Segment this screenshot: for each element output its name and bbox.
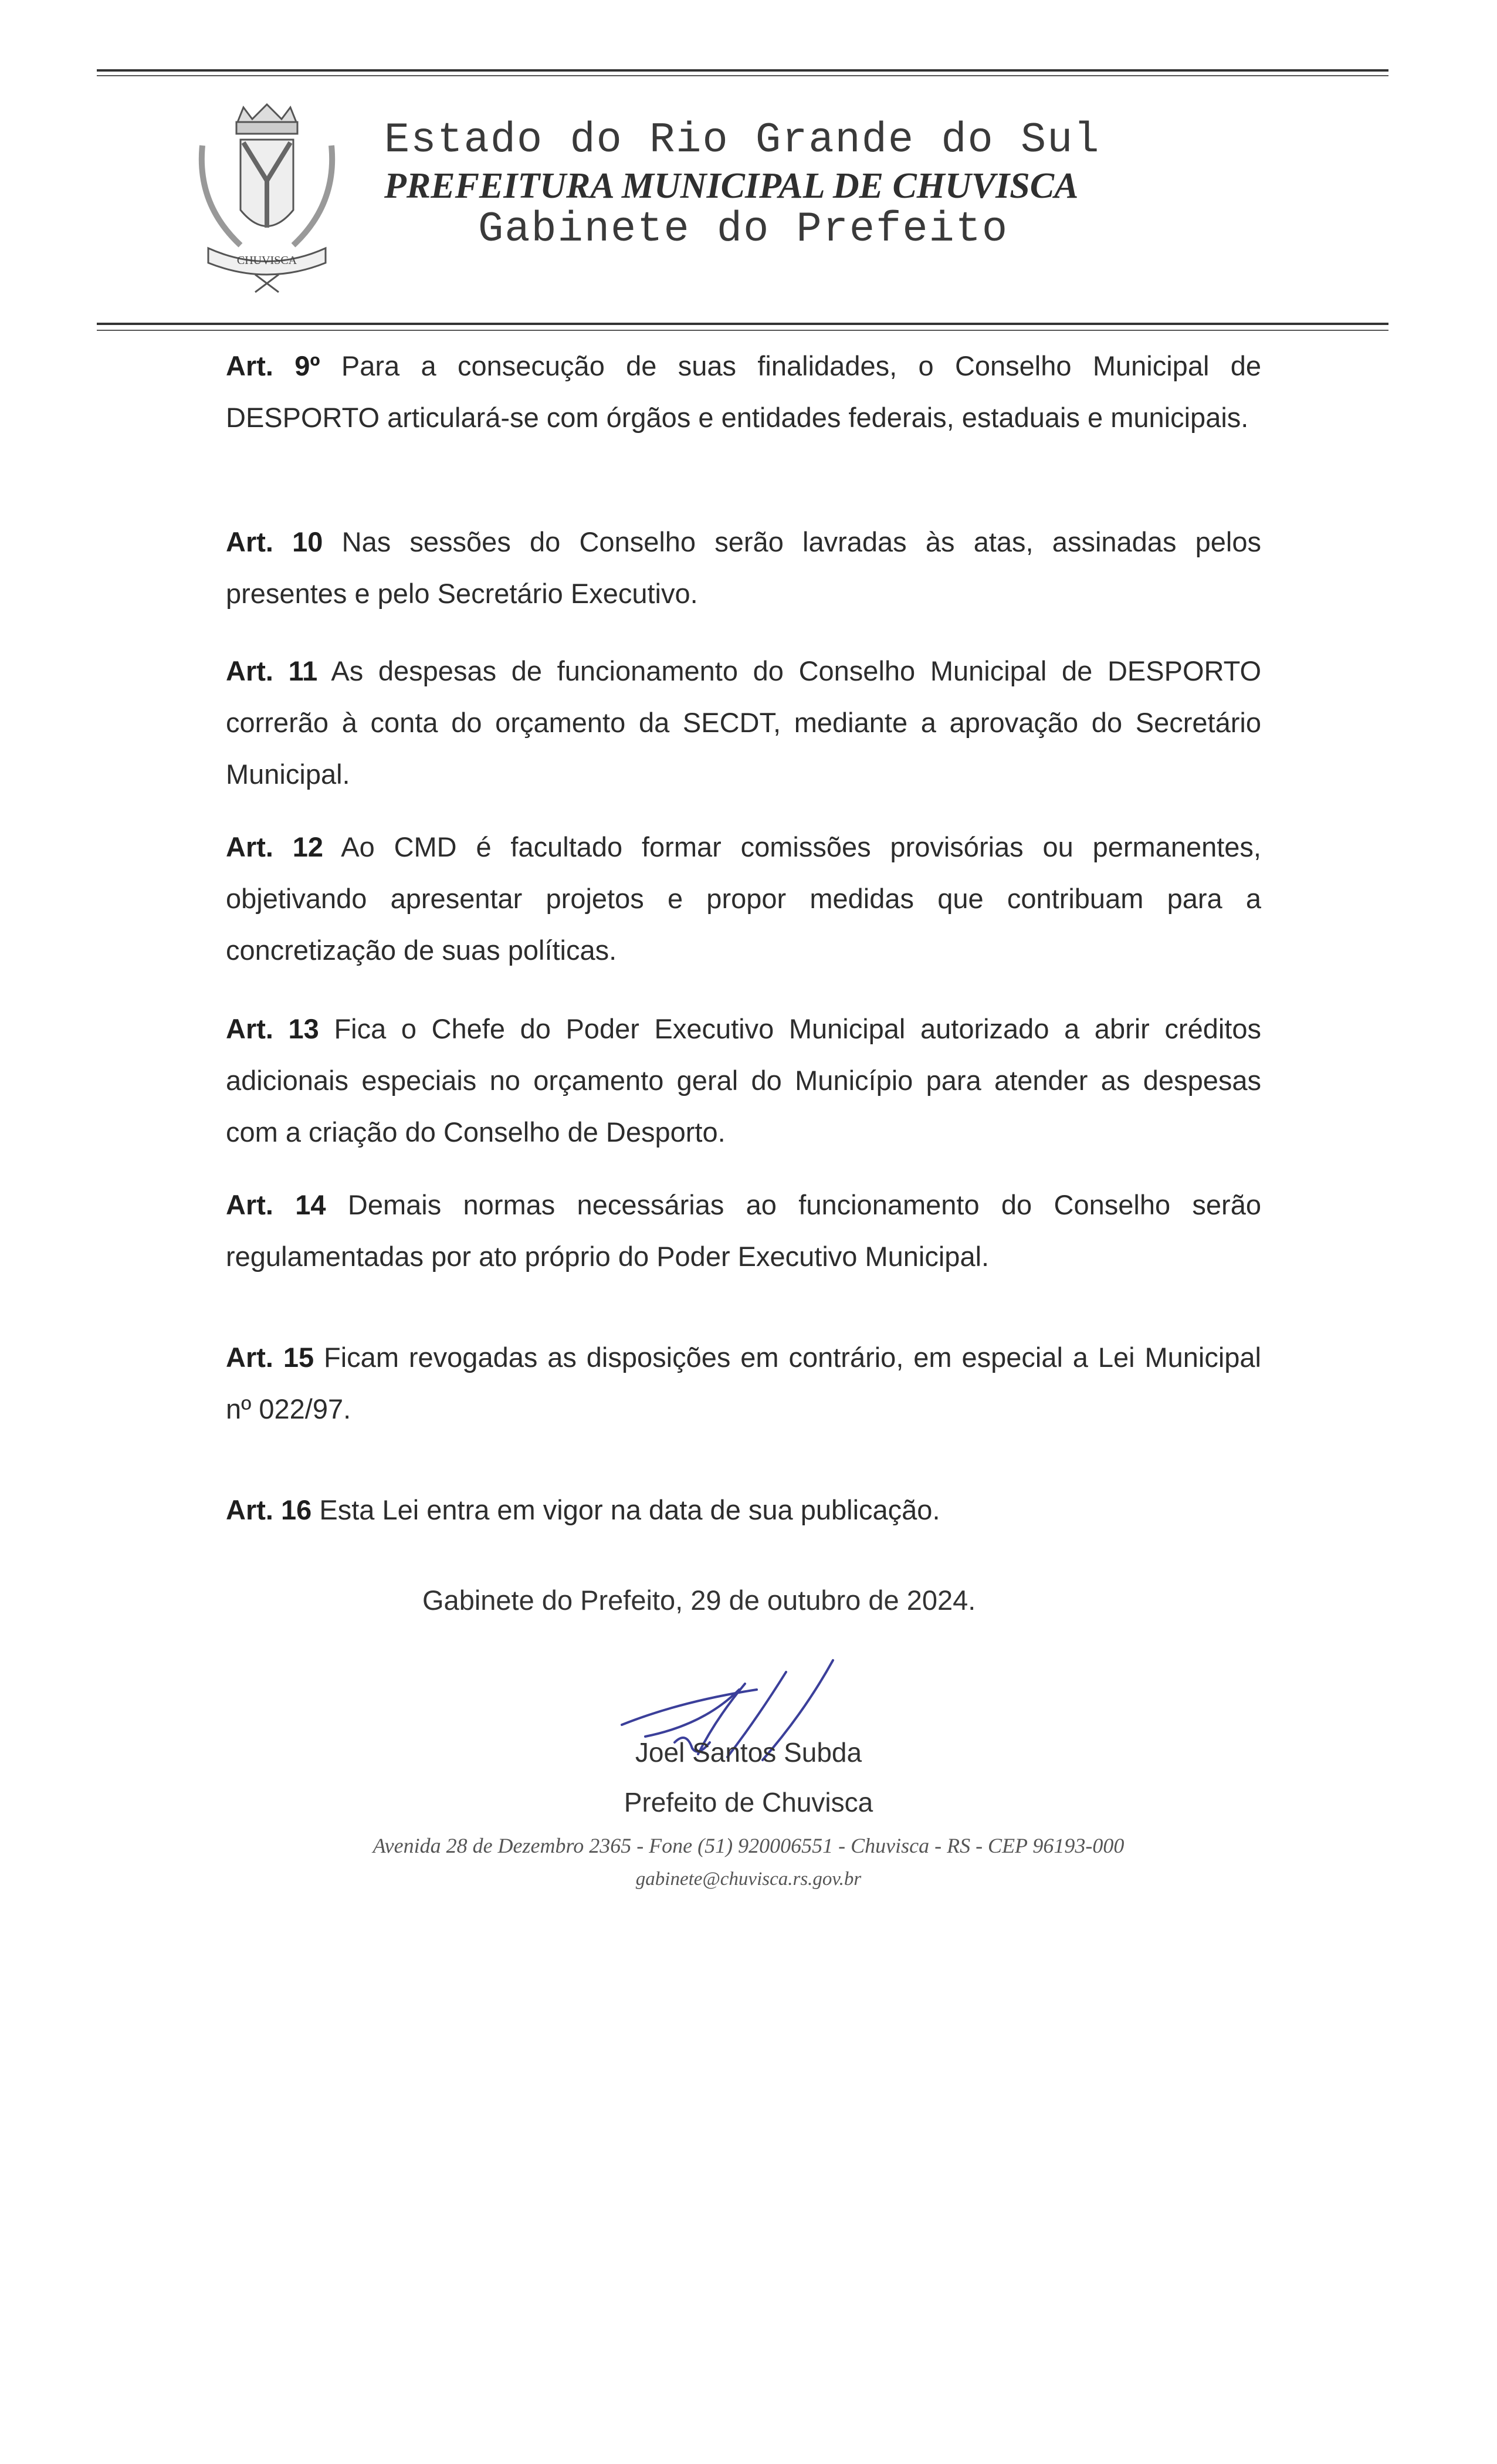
crest-label: CHUVISCA xyxy=(236,254,297,267)
article-12 xyxy=(226,821,1261,976)
article-number: Art. 11 xyxy=(226,655,318,686)
prefeitura-name: PREFEITURA MUNICIPAL DE CHUVISCA xyxy=(384,166,1079,206)
header-bottom-rule-thin xyxy=(97,330,1388,331)
signer-title: Prefeito de Chuvisca xyxy=(624,1787,873,1817)
municipal-crest-icon xyxy=(185,99,349,298)
article-text: Nas sessões do Conselho serão lavradas às atas, assinadas pelos presentes e pelo Secretário Executivo. xyxy=(226,526,1261,609)
article-10 xyxy=(226,516,1261,620)
header-top-rule-thin xyxy=(97,75,1388,76)
article-11 xyxy=(226,645,1261,800)
article-number: Art. 15 xyxy=(226,1342,314,1373)
article-14 xyxy=(226,1179,1261,1282)
article-text: As despesas de funcionamento do Conselho Municipal de DESPORTO correrão à conta do orçamento da SECDT, mediante a aprovação do Secretário Municipal. xyxy=(226,655,1262,790)
article-text: Para a consecução de suas finalidades, o Conselho Municipal de DESPORTO articulará-se com órgãos e entidades federais, estaduais e municipais. xyxy=(226,350,1262,433)
article-text: Demais normas necessárias ao funcionamento do Conselho serão regulamentadas por ato próprio do Poder Executivo Municipal. xyxy=(226,1189,1261,1272)
footer-email[interactable]: gabinete@chuvisca.rs.gov.br xyxy=(635,1869,862,1890)
header-top-rule xyxy=(97,69,1388,72)
article-number: Art. 16 xyxy=(226,1494,312,1525)
state-name: Estado do Rio Grande do Sul xyxy=(384,116,1100,164)
article-text: Fica o Chefe do Poder Executivo Municipal autorizado a abrir créditos adicionais especiais no orçamento geral do Município para atender as despesas com a criação do Conselho de Desporto. xyxy=(226,1013,1261,1148)
article-number: Art. 10 xyxy=(226,526,323,557)
article-text: Ao CMD é facultado formar comissões provisórias ou permanentes, objetivando apresentar projetos e propor medidas que contribuam para a concretização de suas políticas. xyxy=(226,831,1261,966)
date-line: Gabinete do Prefeito, 29 de outubro de 2024. xyxy=(422,1585,976,1616)
article-number: Art. 9º xyxy=(226,350,320,381)
article-9 xyxy=(226,340,1261,444)
footer-address: Avenida 28 de Dezembro 2365 - Fone (51) 920006551 - Chuvisca - RS - CEP 96193-000 xyxy=(372,1834,1125,1857)
article-number: Art. 12 xyxy=(226,831,324,862)
article-number: Art. 13 xyxy=(226,1013,319,1044)
article-text: Ficam revogadas as disposições em contrário, em especial a Lei Municipal nº 022/97. xyxy=(226,1342,1262,1424)
gabinete-name: Gabinete do Prefeito xyxy=(478,205,1009,253)
article-16 xyxy=(226,1484,1261,1536)
article-number: Art. 14 xyxy=(226,1189,326,1220)
article-13 xyxy=(226,1003,1261,1158)
header-bottom-rule xyxy=(97,323,1388,325)
article-text: Esta Lei entra em vigor na data de sua publicação. xyxy=(319,1494,940,1525)
signer-name: Joel Santos Subda xyxy=(635,1737,862,1768)
article-15 xyxy=(226,1332,1261,1435)
